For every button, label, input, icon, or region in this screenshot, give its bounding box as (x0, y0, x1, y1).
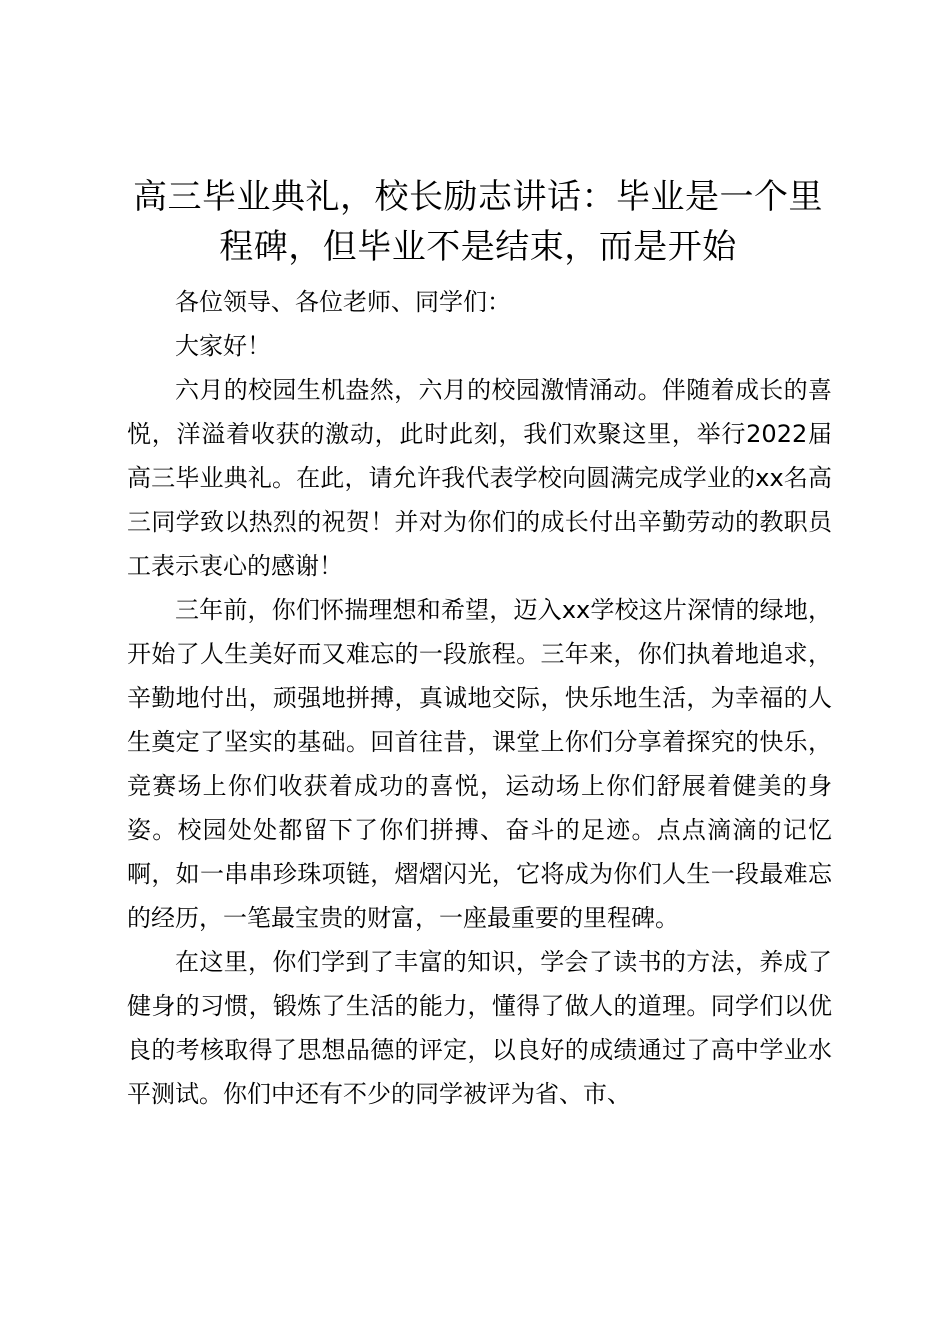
document-body (127, 280, 832, 1116)
paragraph: 在这里，你们学到了丰富的知识，学会了读书的方法，养成了健身的习惯，锻炼了生活的能力，懂得了做人的道理。同学们以优良的考核取得了思想品德的评定，以良好的成绩通过了高中学业水平测试。你们中还有不少的同学被评为省、市、 (127, 948, 832, 1108)
greeting: 大家好！ (175, 332, 271, 360)
salutation: 各位领导、各位老师、同学们： (175, 288, 511, 316)
document-title: 高三毕业典礼，校长励志讲话：毕业是一个里程碑，但毕业不是结束，而是开始 (133, 177, 823, 267)
paragraph: 六月的校园生机盎然，六月的校园激情涌动。伴随着成长的喜悦，洋溢着收获的激动，此时此刻，我们欢聚这里，举行2022届高三毕业典礼。在此，请允许我代表学校向圆满完成学业的xx名高三同学致以热烈的祝贺！并对为你们的成长付出辛勤劳动的教职员工表示衷心的感谢！ (127, 376, 832, 580)
paragraph: 三年前，你们怀揣理想和希望，迈入xx学校这片深情的绿地，开始了人生美好而又难忘的一段旅程。三年来，你们执着地追求，辛勤地付出，顽强地拼搏，真诚地交际，快乐地生活，为幸福的人生奠定了坚实的基础。回首往昔，课堂上你们分享着探究的快乐，竞赛场上你们收获着成功的喜悦，运动场上你们舒展着健美的身姿。校园处处都留下了你们拼搏、奋斗的足迹。点点滴滴的记忆啊，如一串串珍珠项链，熠熠闪光，它将成为你们人生一段最难忘的经历，一笔最宝贵的财富，一座最重要的里程碑。 (127, 596, 832, 932)
